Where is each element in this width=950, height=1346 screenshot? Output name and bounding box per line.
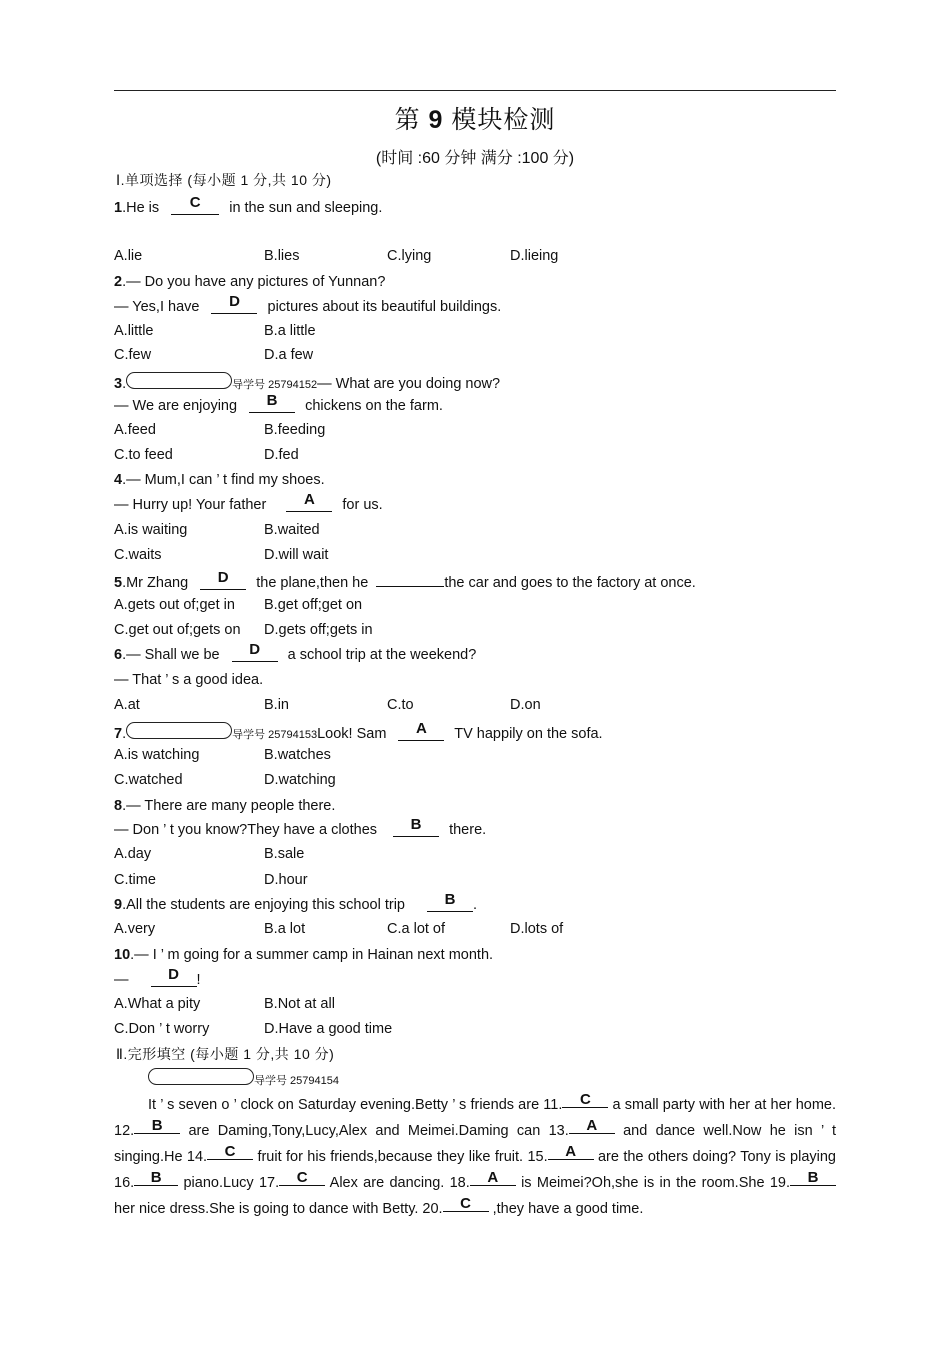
question-4-line2: — Hurry up! Your father A for us. [114,491,383,513]
q6-option-c: C.to [387,697,414,713]
answer-blank-10: D [151,971,197,987]
question-5: 5.Mr Zhang D the plane,then he the car and goes to the factory at once. [114,569,696,591]
q4-option-a: A.is waiting [114,522,188,538]
q3-option-a: A.feed [114,422,156,438]
guide-number-box [126,722,232,739]
page-subtitle: (时间 :60 分钟 满分 :100 分) [375,150,575,167]
q3-option-d: D.fed [264,447,299,463]
section1-heading: Ⅰ.单项选择 (每小题 1 分,共 10 分) [116,172,332,188]
q5-option-d: D.gets off;gets in [264,622,373,638]
question-9: 9.All the students are enjoying this school trip B . [114,891,478,913]
q1-option-b: B.lies [264,248,300,264]
q4-option-b: B.waited [264,522,320,538]
answer-blank-9: B [427,896,473,912]
answer-blank-16: B [134,1170,178,1186]
empty-blank [376,572,444,587]
q2-option-a: A.little [114,323,154,339]
question-4: 4.— Mum,I can ’ t find my shoes. [114,472,325,488]
question-8-line2: — Don ’ t you know?They have a clothes B there. [114,816,487,838]
q8-option-b: B.sale [264,846,305,862]
q9-option-d: D.lots of [510,921,564,937]
q8-option-a: A.day [114,846,152,862]
q10-option-d: D.Have a good time [264,1021,393,1037]
q10-option-b: B.Not at all [264,996,335,1012]
question-10-line2: — D ! [114,966,201,988]
q9-option-b: B.a lot [264,921,306,937]
answer-blank-1: C [171,199,219,215]
answer-blank-19: B [790,1170,836,1186]
answer-blank-3: B [249,397,295,413]
q7-option-a: A.is watching [114,747,200,763]
q8-option-d: D.hour [264,872,308,888]
answer-blank-18: A [470,1170,516,1186]
answer-blank-7: A [398,725,444,741]
answer-blank-12: B [134,1118,180,1134]
q1-option-d: D.lieing [510,248,559,264]
question-8: 8.— There are many people there. [114,798,336,814]
q2-option-c: C.few [114,347,152,363]
top-rule [114,90,836,91]
answer-blank-11: C [562,1092,608,1108]
answer-blank-5: D [200,574,246,590]
guide-number-box [126,372,232,389]
q6-option-d: D.on [510,697,541,713]
q4-option-c: C.waits [114,547,162,563]
q7-option-c: C.watched [114,772,183,788]
guide-number-box [148,1068,254,1085]
q3-option-b: B.feeding [264,422,326,438]
answer-blank-13: A [569,1118,615,1134]
answer-blank-20: C [443,1196,489,1212]
guide-number: 导学号 25794152 [232,379,318,391]
q5-option-b: B.get off;get on [264,597,363,613]
q6-option-a: A.at [114,697,140,713]
q1-option-c: C.lying [387,248,432,264]
answer-blank-15: A [548,1144,594,1160]
page-title: 第 9 模块检测 [394,106,556,134]
q7-option-b: B.watches [264,747,331,763]
answer-blank-17: C [279,1170,325,1186]
guide-number: 导学号 25794153 [232,729,318,741]
question-1: 1.He is C in the sun and sleeping. [114,194,383,216]
section2-guide [148,1068,339,1090]
q2-option-d: D.a few [264,347,314,363]
q9-option-c: C.a lot of [387,921,446,937]
question-2-line2: — Yes,I have D pictures about its beautiful buildings. [114,293,502,315]
section2-heading: Ⅱ.完形填空 (每小题 1 分,共 10 分) [116,1046,335,1062]
q10-option-c: C.Don ’ t worry [114,1021,210,1037]
q4-option-d: D.will wait [264,547,329,563]
answer-blank-14: C [207,1144,253,1160]
question-6: 6.— Shall we be D a school trip at the weekend? [114,641,477,663]
guide-number: 导学号 25794154 [254,1075,339,1087]
q2-option-b: B.a little [264,323,316,339]
answer-blank-2: D [211,298,257,314]
answer-blank-4: A [286,496,332,512]
q5-option-c: C.get out of;gets on [114,622,241,638]
question-3-line2: — We are enjoying B chickens on the farm. [114,392,443,414]
q3-option-c: C.to feed [114,447,173,463]
answer-blank-8: B [393,821,439,837]
q10-option-a: A.What a pity [114,996,201,1012]
question-10: 10.— I ’ m going for a summer camp in Hainan next month. [114,947,494,963]
q9-option-a: A.very [114,921,156,937]
q8-option-c: C.time [114,872,156,888]
cloze-passage: It ’ s seven o ’ clock on Saturday evening.Betty ’ s friends are 11. C a small party with her at her home. 12. B are Daming,Tony,Lucy,Alex and Meimei.Daming can 13. A and dance well.Now he isn ’ t singing.He 14. C fruit for his friends,because they like fruit. 15. A are the others doing? Tony is playing 16. B piano.Lucy 17. C Alex are dancing. 18. A is Meimei?Oh,she is in the room.She 19. B her nice dress.She is going to dance with Betty. 20. C ,they have a good time. [114,1091,837,1217]
q7-option-d: D.watching [264,772,336,788]
q5-option-a: A.gets out of;get in [114,597,235,613]
q1-option-a: A.lie [114,248,143,264]
question-3: 3. 导学号 25794152— What are you doing now? [114,372,500,394]
question-2: 2.— Do you have any pictures of Yunnan? [114,274,386,290]
question-6-line2: — That ’ s a good idea. [114,672,264,688]
question-7: 7. 导学号 25794153Look! Sam A TV happily on the sofa. [114,720,603,742]
q6-option-b: B.in [264,697,289,713]
answer-blank-6: D [232,646,278,662]
